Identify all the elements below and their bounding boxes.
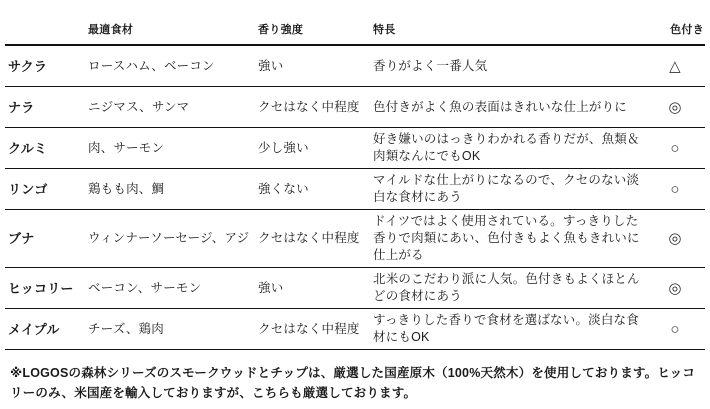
wood-aroma: 強い [258, 58, 284, 73]
wood-aroma: 強くない [258, 181, 309, 196]
coloring-mark: ○ [670, 320, 680, 338]
wood-ingredients: ウィンナーソーセージ、アジ [88, 231, 250, 245]
wood-features: マイルドな仕上がりになるので、クセのない淡白な食材にあう [373, 173, 640, 204]
header-coloring: 色付き [670, 24, 704, 36]
wood-ingredients: 肉、サーモン [88, 140, 165, 155]
coloring-mark: ○ [670, 139, 680, 157]
header-ingredients: 最適食材 [88, 24, 134, 36]
coloring-mark: ○ [670, 180, 680, 198]
wood-name: メイプル [8, 321, 60, 337]
wood-ingredients: ニジマス、サンマ [88, 99, 190, 114]
wood-aroma: クセはなく中程度 [258, 99, 360, 114]
wood-name: ブナ [8, 231, 35, 246]
wood-features: 好き嫌いのはっきりわかれる香りだが、魚類＆肉類なんにでもOK [373, 132, 640, 163]
table-row [5, 309, 705, 350]
table-row [5, 46, 705, 87]
wood-ingredients: ロースハム、ベーコン [88, 58, 215, 73]
wood-features: すっきりした香りで食材を選ばない。淡白な食材にもOK [373, 313, 639, 344]
coloring-mark: △ [669, 57, 681, 75]
table-row [5, 169, 705, 210]
coloring-mark: ◎ [668, 98, 682, 116]
wood-ingredients: チーズ、鶏肉 [88, 321, 164, 336]
wood-aroma: クセはなく中程度 [258, 321, 360, 336]
footnote: ※LOGOSの森林シリーズのスモークウッドとチップは、厳選した国産原木（100%天然木）を使用しております。ヒッコリーのみ、米国産を輸入しておりますが、こちらも厳選しております。 [10, 366, 696, 400]
wood-aroma: 少し強い [258, 140, 309, 155]
wood-features: ドイツではよく使用されている。すっきりした香りで肉類にあい、色付きもよく魚もきれいに仕上がる [373, 214, 640, 262]
wood-name: ナラ [8, 99, 35, 115]
wood-aroma: 強い [258, 280, 284, 295]
coloring-mark: ◎ [668, 230, 682, 247]
wood-name: ヒッコリー [8, 280, 74, 296]
table-header-row [5, 13, 705, 46]
header-features: 特長 [373, 24, 396, 36]
wood-name: サクラ [8, 58, 48, 74]
coloring-mark: ◎ [668, 279, 682, 297]
table-row [5, 268, 705, 309]
wood-features: 色付きがよく魚の表面はきれいな仕上がりに [373, 99, 628, 114]
smoke-wood-table [5, 13, 705, 350]
header-wood-name [5, 21, 88, 37]
wood-name: クルミ [8, 140, 48, 156]
table-row [5, 210, 705, 268]
header-aroma-strength: 香り強度 [258, 24, 304, 36]
wood-features: 香りがよく一番人気 [373, 58, 488, 73]
wood-ingredients: ベーコン、サーモン [88, 280, 202, 295]
wood-name: リンゴ [8, 181, 48, 197]
table-row [5, 128, 705, 169]
wood-ingredients: 鶏もも肉、鯛 [88, 181, 165, 196]
wood-aroma: クセはなく中程度 [258, 231, 360, 245]
wood-features: 北米のこだわり派に人気。色付きもよくほとんどの食材にあう [373, 272, 640, 303]
table-row [5, 87, 705, 128]
